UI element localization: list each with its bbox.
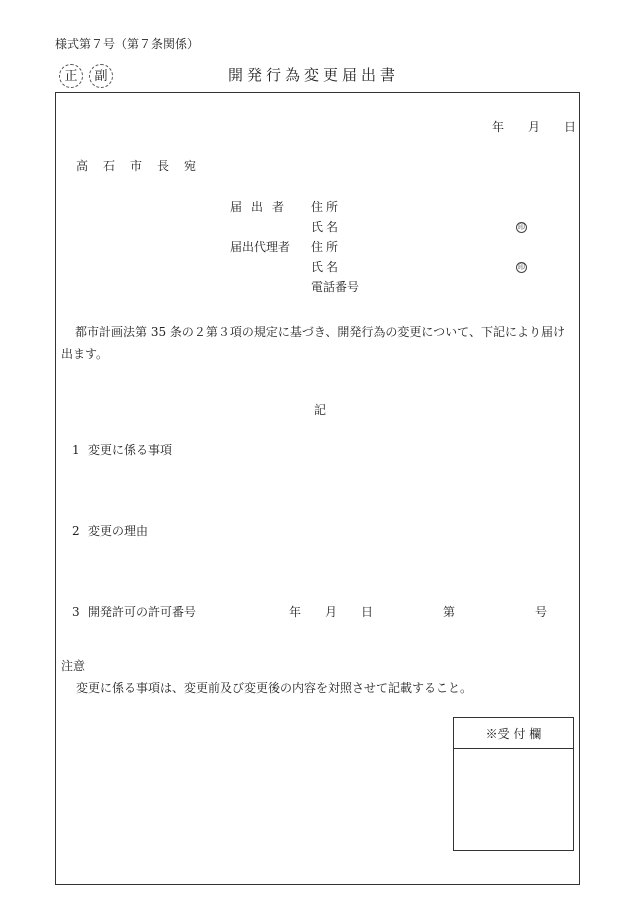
duplicate-copy-label: 副 [94, 68, 108, 84]
submission-year-label: 年 [492, 120, 505, 134]
item-1-label: 変更に係る事項 [88, 443, 173, 457]
original-copy-mark [59, 64, 83, 88]
item-3-label: 開発許可の許可番号 [88, 605, 197, 619]
agent-seal-label: 印 [518, 263, 525, 271]
receipt-box-header [454, 718, 573, 749]
permit-month-label: 月 [325, 605, 338, 619]
addressee: 高石市長宛 [76, 159, 212, 173]
agent-phone-label: 電話番号 [311, 280, 360, 294]
applicant-address-label: 住所 [311, 200, 342, 214]
permit-year-label: 年 [289, 605, 302, 619]
applicant-label: 届出者 [230, 200, 294, 214]
note-heading: 注意 [61, 659, 86, 673]
duplicate-copy-mark [89, 64, 113, 88]
item-1-number: 1 [72, 443, 80, 457]
submission-day-label: 日 [564, 120, 577, 134]
original-copy-label: 正 [64, 68, 78, 84]
applicant-name-label: 氏名 [311, 220, 342, 234]
note-text: 変更に係る事項は、変更前及び変更後の内容を対照させて記載すること。 [76, 681, 473, 695]
permit-day-label: 日 [361, 605, 374, 619]
applicant-seal-label: 印 [518, 223, 525, 231]
permit-go-label: 号 [535, 605, 548, 619]
agent-label: 届出代理者 [230, 240, 291, 254]
receipt-box [453, 717, 574, 851]
ki-heading: 記 [314, 403, 327, 417]
permit-dai-label: 第 [443, 605, 456, 619]
agent-seal-mark [516, 262, 527, 273]
receipt-label: ※受 付 欄 [485, 726, 542, 741]
item-2-number: 2 [72, 524, 80, 538]
submission-month-label: 月 [528, 120, 541, 134]
agent-name-label: 氏名 [311, 260, 342, 274]
applicant-seal-mark [516, 222, 527, 233]
agent-address-label: 住所 [311, 240, 342, 254]
item-3-number: 3 [72, 605, 80, 619]
item-2-label: 変更の理由 [88, 524, 149, 538]
statement-paragraph: 都市計画法第 35 条の２第３項の規定に基づき、開発行為の変更について、下記により届け出ます。 [61, 325, 565, 361]
document-title: 開発行為変更届出書 [228, 66, 400, 84]
form-number: 様式第７号（第７条関係） [55, 37, 200, 51]
